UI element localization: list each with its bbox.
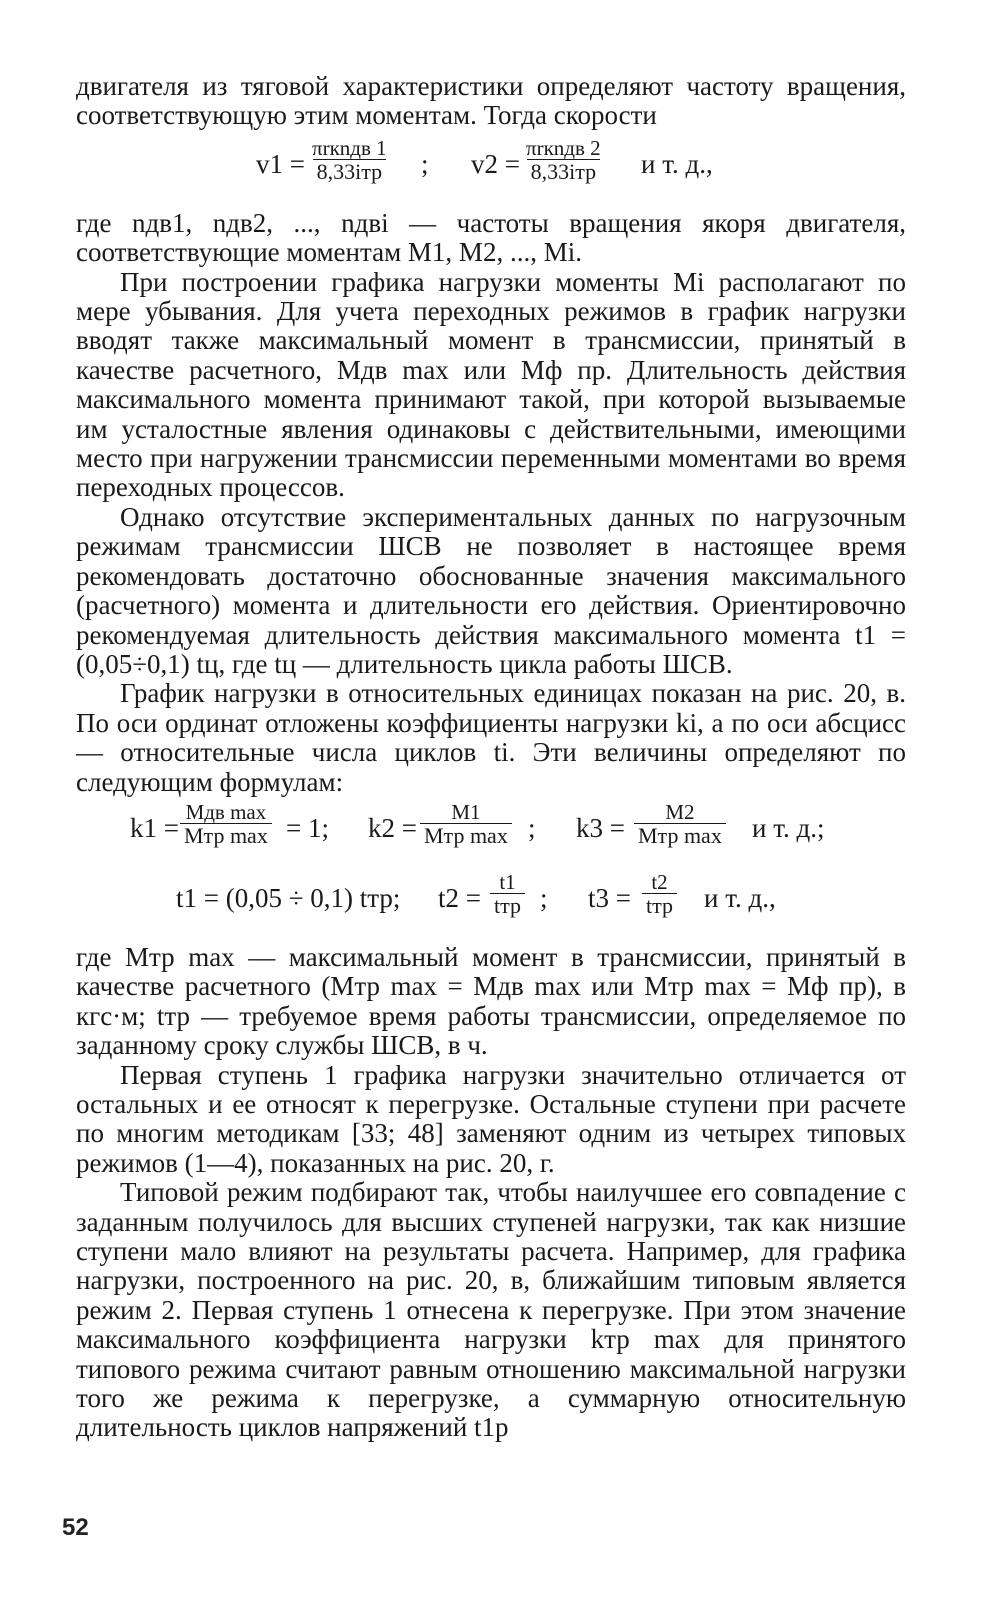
formula-v1-lhs: v1 = bbox=[256, 148, 305, 179]
formula-t3-fraction bbox=[642, 871, 677, 918]
formula-k3-numerator: M2 bbox=[665, 799, 695, 824]
formula-t3-denominator: tтр bbox=[642, 893, 677, 918]
formula-t3-lhs: t3 = bbox=[588, 882, 631, 913]
formula-t-tail: и т. д., bbox=[704, 882, 776, 913]
formula-separator: ; bbox=[528, 812, 536, 843]
formula-t2-denominator: tтр bbox=[490, 893, 525, 918]
paragraph-6: где Mтр max — максимальный момент в трансмиссии, принятый в качестве расчетного (Mтр max = Mдв max или Mтр max = Mф пр), в кгс·м; tтр — требуемое время работы трансмиссии, определяемое по заданному сроку службы ШСВ, в ч. bbox=[76, 941, 906, 1061]
formula-k3-lhs: k3 = bbox=[576, 812, 625, 843]
formula-velocities bbox=[76, 131, 906, 203]
page-number: 52 bbox=[62, 1514, 89, 1541]
formula-k3-denominator: Mтр max bbox=[634, 823, 726, 848]
formula-t2-fraction bbox=[490, 871, 525, 918]
paragraph-4: Однако отсутствие экспериментальных данных по нагрузочным режимам трансмиссии ШСВ не позволяет в настоящее время рекомендовать достаточно обоснованные значения максимального (расчетного) момента и длительности его действия. Ориентировочно рекомендуемая длительность действия максимального момента t1 = (0,05÷0,1) tц, где tц — длительность цикла работы ШСВ. bbox=[76, 501, 906, 679]
formula-t3-numerator: t2 bbox=[651, 869, 668, 894]
paragraph-3: При построении графика нагрузки моменты Mi располагают по мере убывания. Для учета переходных режимов в график нагрузки вводят также максимальный момент в трансмиссии, принятый в качестве расчетного, Mдв max или Mф пр. Длительность действия максимального момента принимают такой, при которой вызываемые им усталостные явления одинаковы с действительными, имеющими место при нагружении трансмиссии переменными моментами во время переходных процессов. bbox=[76, 266, 906, 503]
formula-k1-lhs: k1 = bbox=[130, 812, 179, 843]
formula-k1-tail: = 1; bbox=[286, 812, 329, 843]
formula-t2-lhs: t2 = bbox=[438, 882, 481, 913]
paragraph-7: Первая ступень 1 графика нагрузки значительно отличается от остальных и ее относят к перегрузке. Остальные ступени при расчете по многим методикам [33; 48] заменяют одним из четырех типовых режимов (1—4), показанных на рис. 20, г. bbox=[76, 1059, 906, 1178]
paragraph-2: где nдв1, nдв2, ..., nдвi — частоты вращения якоря двигателя, соответствующие моментам M1, M2, ..., Mi. bbox=[76, 207, 906, 268]
formula-k1-fraction bbox=[180, 801, 272, 848]
formula-k2-lhs: k2 = bbox=[368, 812, 417, 843]
formula-t2-numerator: t1 bbox=[499, 869, 516, 894]
formula-v2-fraction bbox=[522, 137, 605, 184]
paragraph-5: График нагрузки в относительных единицах показан на рис. 20, в. По оси ординат отложены коэффициенты нагрузки ki, а по оси абсцисс — относительные числа циклов ti. Эти величины определяют по следующим формулам: bbox=[76, 678, 906, 797]
formula-k1-numerator: Mдв max bbox=[185, 799, 267, 824]
paragraph-8: Типовой режим подбирают так, чтобы наилучшее его совпадение с заданным получилось для высших ступеней нагрузки, так как низшие ступени мало влияют на результаты расчета. Например, для графика нагрузки, построенного на рис. 20, в, ближайшим типовым является режим 2. Первая ступень 1 отнесена к перегрузке. При этом значение максимального коэффициента нагрузки kтр max для принятого типового режима считают равным отношению максимальной нагрузки того же режима к перегрузке, а суммарную относительную длительность циклов напряжений t1р bbox=[76, 1177, 906, 1443]
page-body bbox=[76, 72, 906, 1443]
formula-v2-lhs: v2 = bbox=[471, 148, 520, 179]
formula-v1-fraction bbox=[308, 137, 391, 184]
formula-separator: ; bbox=[540, 882, 548, 913]
formula-t-values bbox=[76, 865, 906, 939]
formula-k2-numerator: M1 bbox=[451, 799, 481, 824]
formula-k2-denominator: Mтр max bbox=[420, 823, 512, 848]
formula-k2-fraction bbox=[420, 801, 512, 848]
formula-k-tail: и т. д.; bbox=[752, 812, 825, 843]
formula-v-tail: и т. д., bbox=[641, 148, 713, 179]
formula-v2-denominator: 8,33iтр bbox=[527, 159, 601, 184]
formula-v2-numerator: πrкnдв 2 bbox=[526, 135, 601, 160]
formula-v1-numerator: πrкnдв 1 bbox=[312, 135, 387, 160]
formula-k3-fraction bbox=[634, 801, 726, 848]
formula-v1-denominator: 8,33iтр bbox=[313, 159, 387, 184]
paragraph-1: двигателя из тяговой характеристики определяют частоту вращения, соответствующую этим моментам. Тогда скорости bbox=[76, 71, 906, 131]
formula-k-coefficients bbox=[76, 797, 906, 865]
formula-k1-denominator: Mтр max bbox=[180, 823, 272, 848]
formula-t1: t1 = (0,05 ÷ 0,1) tтр; bbox=[176, 882, 401, 913]
formula-separator: ; bbox=[421, 148, 429, 179]
